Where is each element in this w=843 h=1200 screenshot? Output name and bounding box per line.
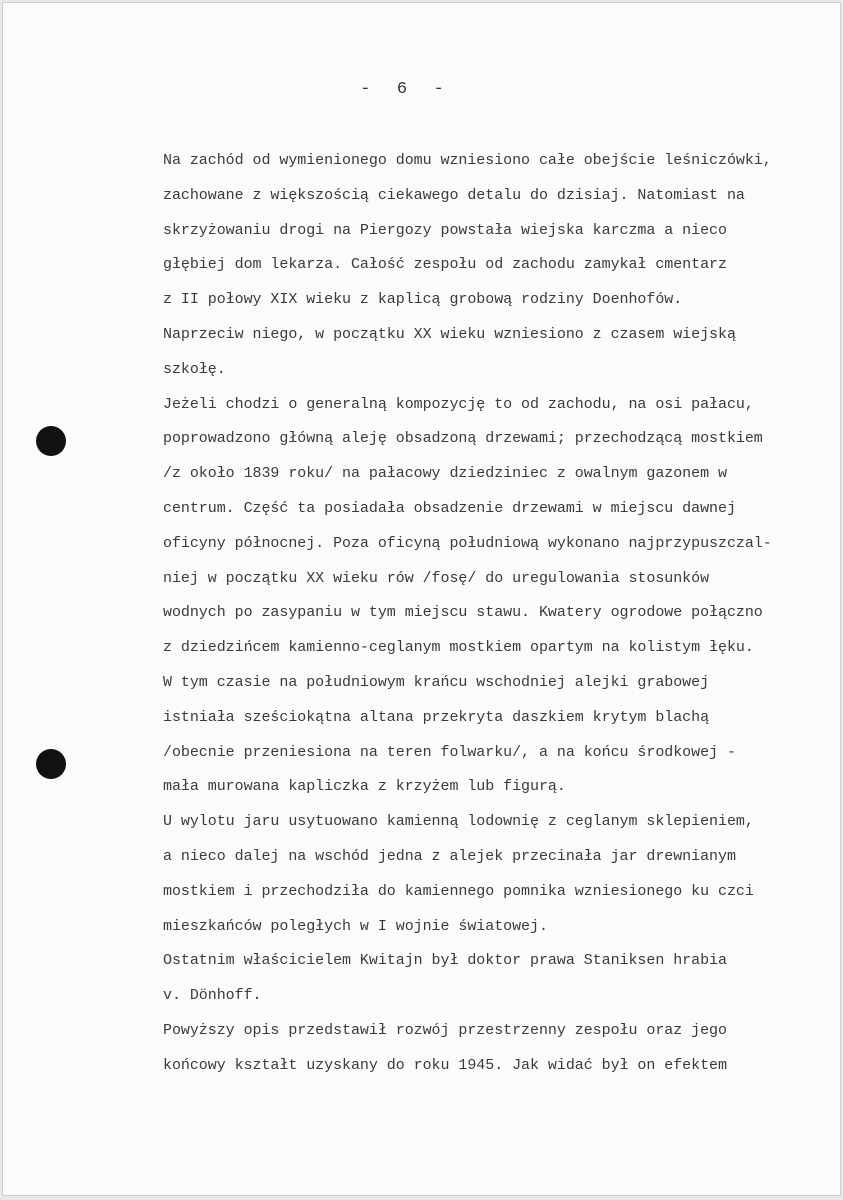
punch-hole-mark	[36, 426, 66, 456]
text-line: z dziedzińcem kamienno-ceglanym mostkiem opartym na kolistym łęku.	[163, 639, 754, 657]
text-line: v. Dönhoff.	[163, 987, 262, 1005]
text-line: z II połowy XIX wieku z kaplicą grobową rodziny Doenhofów.	[163, 291, 683, 309]
text-line: istniała sześciokątna altana przekryta daszkiem krytym blachą	[163, 708, 710, 726]
text-line: mała murowana kapliczka z krzyżem lub figurą.	[163, 778, 566, 796]
text-line: oficyny północnej. Poza oficyną południową wykonano najprzypuszczal-	[163, 534, 772, 552]
text-line: Jeżeli chodzi o generalną kompozycję to od zachodu, na osi pałacu,	[163, 395, 754, 413]
text-line: mieszkańców poległych w I wojnie światowej.	[163, 917, 548, 935]
text-line: szkołę.	[163, 360, 226, 378]
text-line: /obecnie przeniesiona na teren folwarku/, a na końcu środkowej -	[163, 743, 736, 761]
text-line: poprowadzono główną aleję obsadzoną drzewami; przechodzącą mostkiem	[163, 430, 763, 448]
text-line: centrum. Część ta posiadała obsadzenie drzewami w miejscu dawnej	[163, 499, 736, 517]
text-line: Ostatnim właścicielem Kwitajn był doktor prawa Staniksen hrabia	[163, 952, 727, 970]
punch-hole-mark	[36, 749, 66, 779]
document-page	[2, 2, 841, 1196]
text-line: Na zachód od wymienionego domu wzniesiono całe obejście leśniczówki,	[163, 152, 772, 169]
text-line: niej w początku XX wieku rów /fosę/ do uregulowania stosunków	[163, 569, 710, 587]
text-line: /z około 1839 roku/ na pałacowy dziedziniec z owalnym gazonem w	[163, 465, 727, 483]
text-line: Powyższy opis przedstawił rozwój przestrzenny zespołu oraz jego	[163, 1021, 727, 1039]
text-line: a nieco dalej na wschód jedna z alejek przecinała jar drewnianym	[163, 847, 736, 865]
text-line: wodnych po zasypaniu w tym miejscu stawu. Kwatery ogrodowe połączno	[163, 604, 763, 622]
text-line: Naprzeciw niego, w początku XX wieku wzniesiono z czasem wiejską	[163, 325, 736, 343]
text-line: W tym czasie na południowym krańcu wschodniej alejki grabowej	[163, 673, 710, 691]
text-line: U wylotu jaru usytuowano kamienną lodownię z ceglanym sklepieniem,	[163, 813, 754, 831]
text-line: zachowane z większością ciekawego detalu do dzisiaj. Natomiast na	[163, 186, 745, 204]
page-number: - 6 -	[360, 80, 446, 99]
text-line: końcowy kształt uzyskany do roku 1945. Jak widać był on efektem	[163, 1056, 727, 1074]
text-line: mostkiem i przechodziła do kamiennego pomnika wzniesionego ku czci	[163, 882, 754, 900]
text-line: głębiej dom lekarza. Całość zespołu od zachodu zamykał cmentarz	[163, 256, 727, 274]
typewritten-text-body	[163, 149, 803, 1089]
text-line: skrzyżowaniu drogi na Piergozy powstała wiejska karczma a nieco	[163, 221, 727, 239]
